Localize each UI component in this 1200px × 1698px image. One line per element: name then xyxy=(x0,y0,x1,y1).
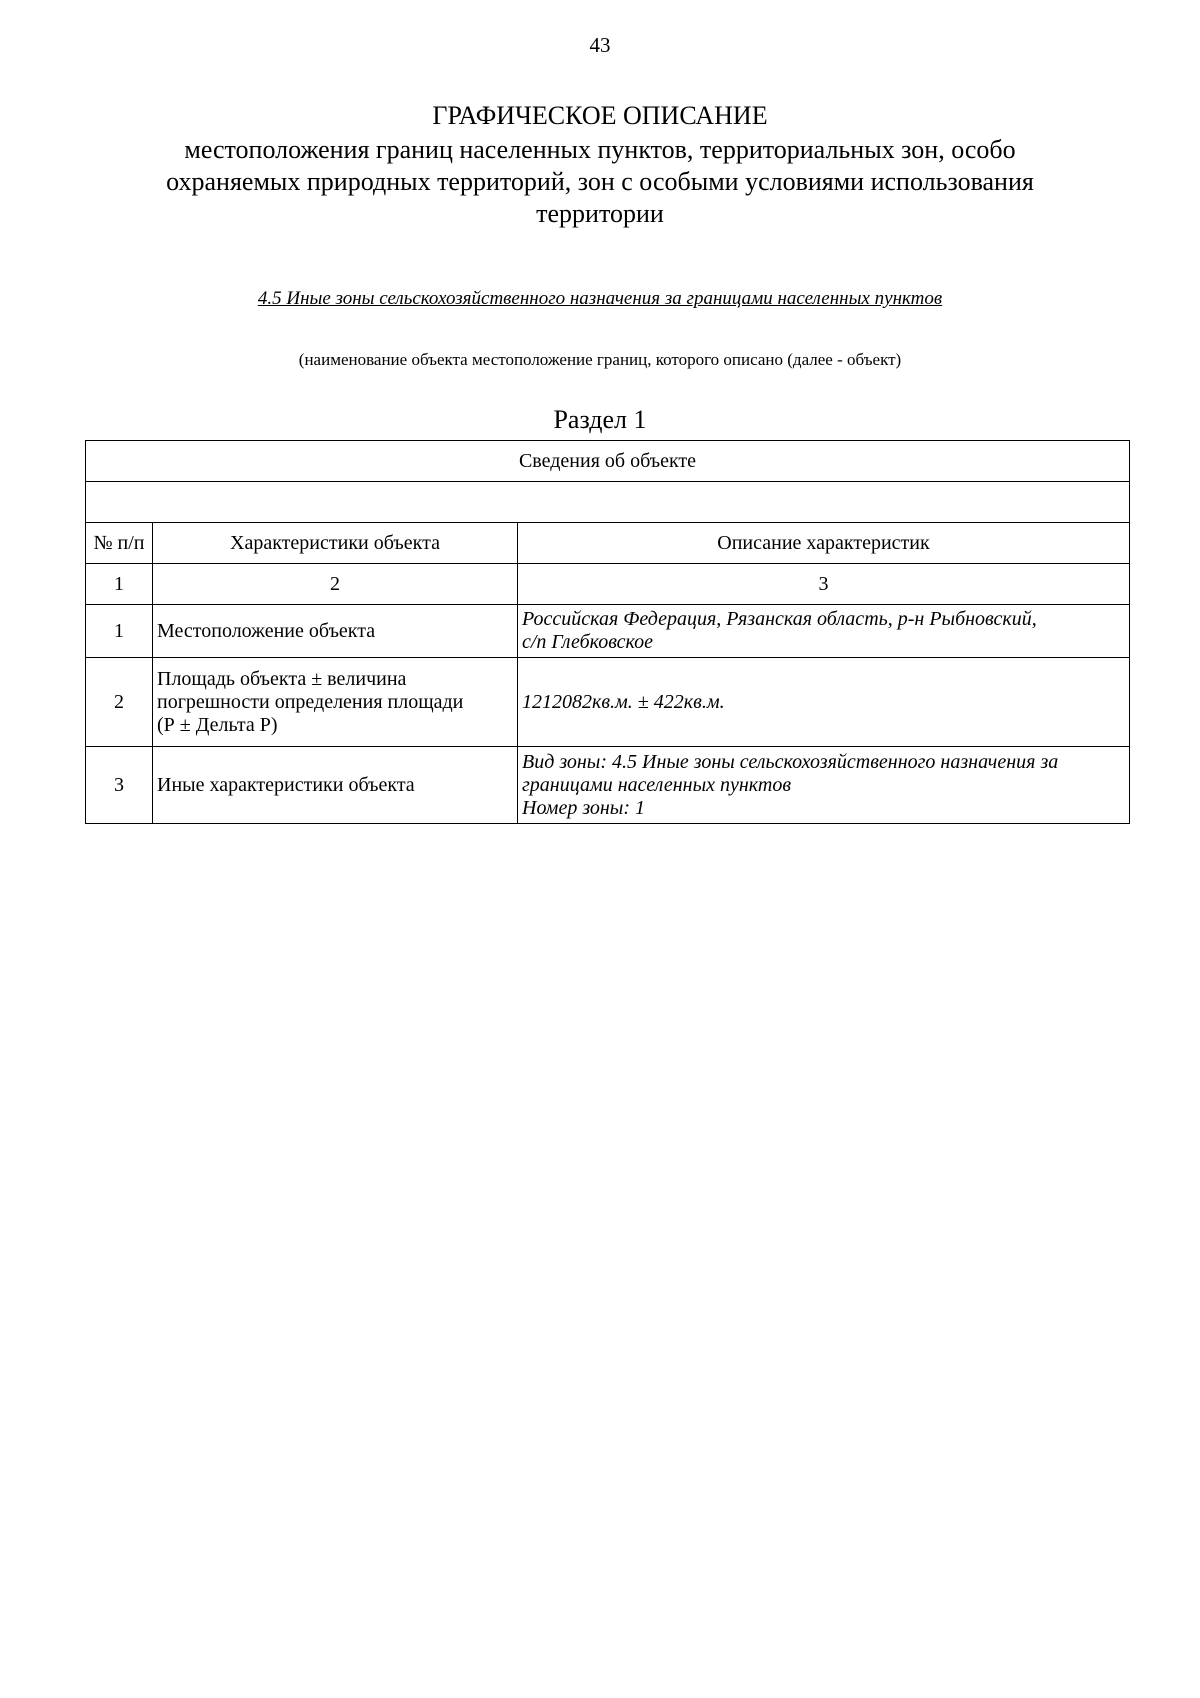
table-header-row xyxy=(86,441,1130,482)
table-header: Сведения об объекте xyxy=(86,441,1130,482)
row-characteristic xyxy=(153,658,518,747)
row-description-line: границами населенных пунктов xyxy=(522,773,792,796)
column-index-1: 1 xyxy=(86,564,153,605)
row-description-line: Вид зоны: 4.5 Иные зоны сельскохозяйственного назначения за xyxy=(522,750,1059,773)
row-number: 1 xyxy=(86,605,153,658)
table-column-index-row xyxy=(86,564,1130,605)
row-characteristic: Местоположение объекта xyxy=(153,605,518,658)
table-row xyxy=(86,605,1130,658)
row-characteristic-line: Площадь объекта ± величина xyxy=(157,667,407,690)
document-title: ГРАФИЧЕСКОЕ ОПИСАНИЕ xyxy=(432,101,768,130)
row-description-line: 1212082кв.м. ± 422кв.м. xyxy=(522,690,725,713)
object-name: 4.5 Иные зоны сельскохозяйственного назначения за границами населенных пунктов xyxy=(257,288,943,309)
row-description xyxy=(518,747,1130,824)
row-description-line: Российская Федерация, Рязанская область, р-н Рыбновский, xyxy=(522,608,1037,630)
page-number: 43 xyxy=(589,33,611,57)
table-row xyxy=(86,658,1130,747)
row-characteristic-line: (Р ± Дельта Р) xyxy=(157,713,278,736)
row-description-line: с/п Глебковское xyxy=(522,631,653,653)
object-name-caption: (наименование объекта местоположение границ, которого описано (далее - объект) xyxy=(298,350,902,369)
column-header-description: Описание характеристик xyxy=(518,523,1130,564)
object-info-table xyxy=(85,440,1130,824)
row-description xyxy=(518,658,1130,747)
document-subtitle: местоположения границ населенных пунктов, территориальных зон, особо охраняемых природных территорий, зон с особыми условиями использования территории xyxy=(166,135,1034,228)
table-empty-cell xyxy=(86,482,1130,523)
row-characteristic-line: погрешности определения площади xyxy=(157,690,464,713)
row-number: 3 xyxy=(86,747,153,824)
table-empty-row xyxy=(86,482,1130,523)
column-index-2: 2 xyxy=(153,564,518,605)
column-header-characteristic: Характеристики объекта xyxy=(153,523,518,564)
table-row xyxy=(86,747,1130,824)
section-title: Раздел 1 xyxy=(553,405,647,434)
column-header-number: № п/п xyxy=(86,523,153,564)
row-characteristic: Иные характеристики объекта xyxy=(153,747,518,824)
row-description-line: Номер зоны: 1 xyxy=(522,796,645,819)
row-description xyxy=(518,605,1130,658)
row-number: 2 xyxy=(86,658,153,747)
table-column-headers xyxy=(86,523,1130,564)
column-index-3: 3 xyxy=(518,564,1130,605)
